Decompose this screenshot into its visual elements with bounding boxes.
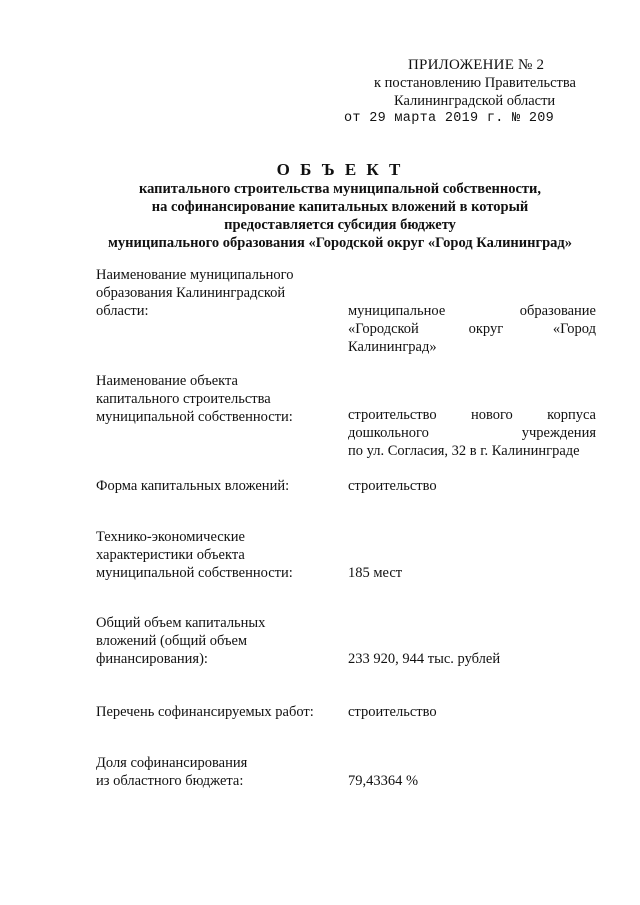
- label-line: Перечень софинансируемых работ:: [96, 704, 314, 720]
- cofinancing-share-value: [348, 772, 596, 790]
- total-investment-label: [96, 614, 265, 668]
- value-line: муниципальное образование: [348, 303, 596, 319]
- object-name-value: [348, 406, 596, 460]
- investment-form-value: [348, 477, 596, 495]
- total-investment-value: [348, 650, 596, 668]
- label-line: характеристики объекта: [96, 547, 245, 563]
- label-line: Доля софинансирования: [96, 755, 248, 771]
- value-line: строительство: [348, 478, 437, 494]
- municipality-value: [348, 302, 596, 356]
- label-line: муниципальной собственности:: [96, 565, 293, 581]
- works-list-value: [348, 703, 596, 721]
- value-line: 79,43364 %: [348, 773, 419, 789]
- label-line: из областного бюджета:: [96, 773, 244, 789]
- value-line: строительство: [348, 704, 437, 720]
- label-line: Форма капитальных вложений:: [96, 478, 290, 494]
- appendix-title: ПРИЛОЖЕНИЕ № 2: [408, 57, 545, 73]
- appendix-decree-line: к постановлению Правительства: [374, 75, 576, 91]
- label-line: финансирования):: [96, 651, 208, 667]
- label-line: области:: [96, 303, 149, 319]
- value-line: дошкольного учреждения: [348, 425, 596, 441]
- value-line: 233 920, 944 тыс. рублей: [348, 651, 501, 667]
- value-line: «Городской округ «Город: [348, 321, 596, 337]
- label-line: Наименование муниципального: [96, 267, 294, 283]
- label-line: образования Калининградской: [96, 285, 286, 301]
- characteristics-value: [348, 564, 596, 582]
- cofinancing-share-label: [96, 754, 247, 790]
- label-line: Общий объем капитальных: [96, 615, 266, 631]
- heading-line: муниципального образования «Городской округ «Город Калининград»: [108, 235, 572, 251]
- heading-line: капитального строительства муниципальной собственности,: [138, 181, 542, 197]
- label-line: вложений (общий объем: [96, 633, 248, 649]
- value-line: Калининград»: [348, 339, 437, 355]
- object-name-label: [96, 372, 293, 426]
- characteristics-label: [96, 528, 293, 582]
- label-line: капитального строительства: [96, 391, 271, 407]
- label-line: Технико-экономические: [96, 529, 245, 545]
- label-line: муниципальной собственности:: [96, 409, 293, 425]
- value-line: 185 мест: [348, 565, 403, 581]
- appendix-date-line: от 29 марта 2019 г. № 209: [344, 111, 555, 126]
- value-line: строительство нового корпуса: [348, 407, 596, 423]
- municipality-label: [96, 266, 293, 320]
- document-title: О Б Ъ Е К Т: [276, 160, 404, 179]
- appendix-region-line: Калининградской области: [394, 93, 556, 109]
- label-line: Наименование объекта: [96, 373, 238, 389]
- heading-line: предоставляется субсидия бюджету: [224, 217, 456, 233]
- investment-form-label: [96, 477, 289, 495]
- heading-line: на софинансирование капитальных вложений в который: [151, 199, 529, 215]
- value-line: по ул. Согласия, 32 в г. Калининграде: [348, 443, 580, 459]
- works-list-label: [96, 703, 314, 721]
